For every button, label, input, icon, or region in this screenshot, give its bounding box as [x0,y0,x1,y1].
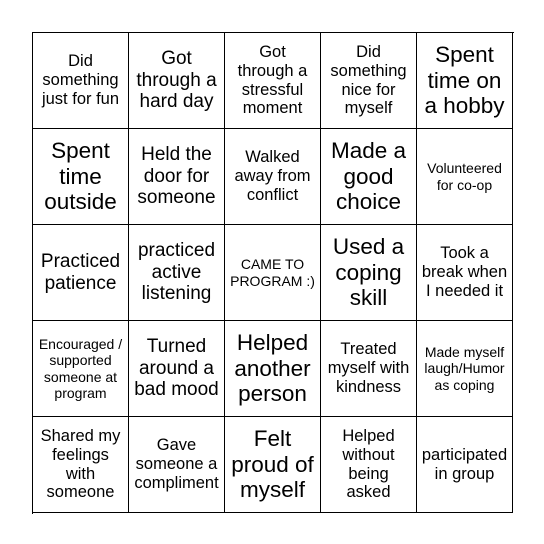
bingo-cell[interactable]: Held the door for someone [129,129,225,225]
bingo-cell[interactable]: Made myself laugh/Humor as coping [417,321,513,417]
bingo-cell[interactable]: Shared my feelings with someone [33,417,129,513]
bingo-cell[interactable]: Turned around a bad mood [129,321,225,417]
bingo-cell[interactable]: Gave someone a compliment [129,417,225,513]
bingo-cell[interactable]: Practiced patience [33,225,129,321]
bingo-cell[interactable]: Got through a hard day [129,33,225,129]
bingo-cell[interactable]: participated in group [417,417,513,513]
bingo-cell[interactable]: Made a good choice [321,129,417,225]
bingo-cell[interactable]: Got through a stressful moment [225,33,321,129]
bingo-cell[interactable]: Did something just for fun [33,33,129,129]
bingo-cell[interactable]: Helped another person [225,321,321,417]
bingo-cell[interactable]: Spent time outside [33,129,129,225]
bingo-cell[interactable]: Took a break when I needed it [417,225,513,321]
bingo-cell[interactable]: Volunteered for co-op [417,129,513,225]
bingo-cell[interactable]: Felt proud of myself [225,417,321,513]
bingo-cell[interactable]: Helped without being asked [321,417,417,513]
bingo-cell[interactable]: Spent time on a hobby [417,33,513,129]
bingo-cell[interactable]: Encouraged / supported someone at program [33,321,129,417]
free-space-cell[interactable]: CAME TO PROGRAM :) [225,225,321,321]
bingo-cell[interactable]: Treated myself with kindness [321,321,417,417]
bingo-board [32,32,514,514]
bingo-cell[interactable]: Did something nice for myself [321,33,417,129]
bingo-cell[interactable]: practiced active listening [129,225,225,321]
bingo-cell[interactable]: Used a coping skill [321,225,417,321]
bingo-cell[interactable]: Walked away from conflict [225,129,321,225]
